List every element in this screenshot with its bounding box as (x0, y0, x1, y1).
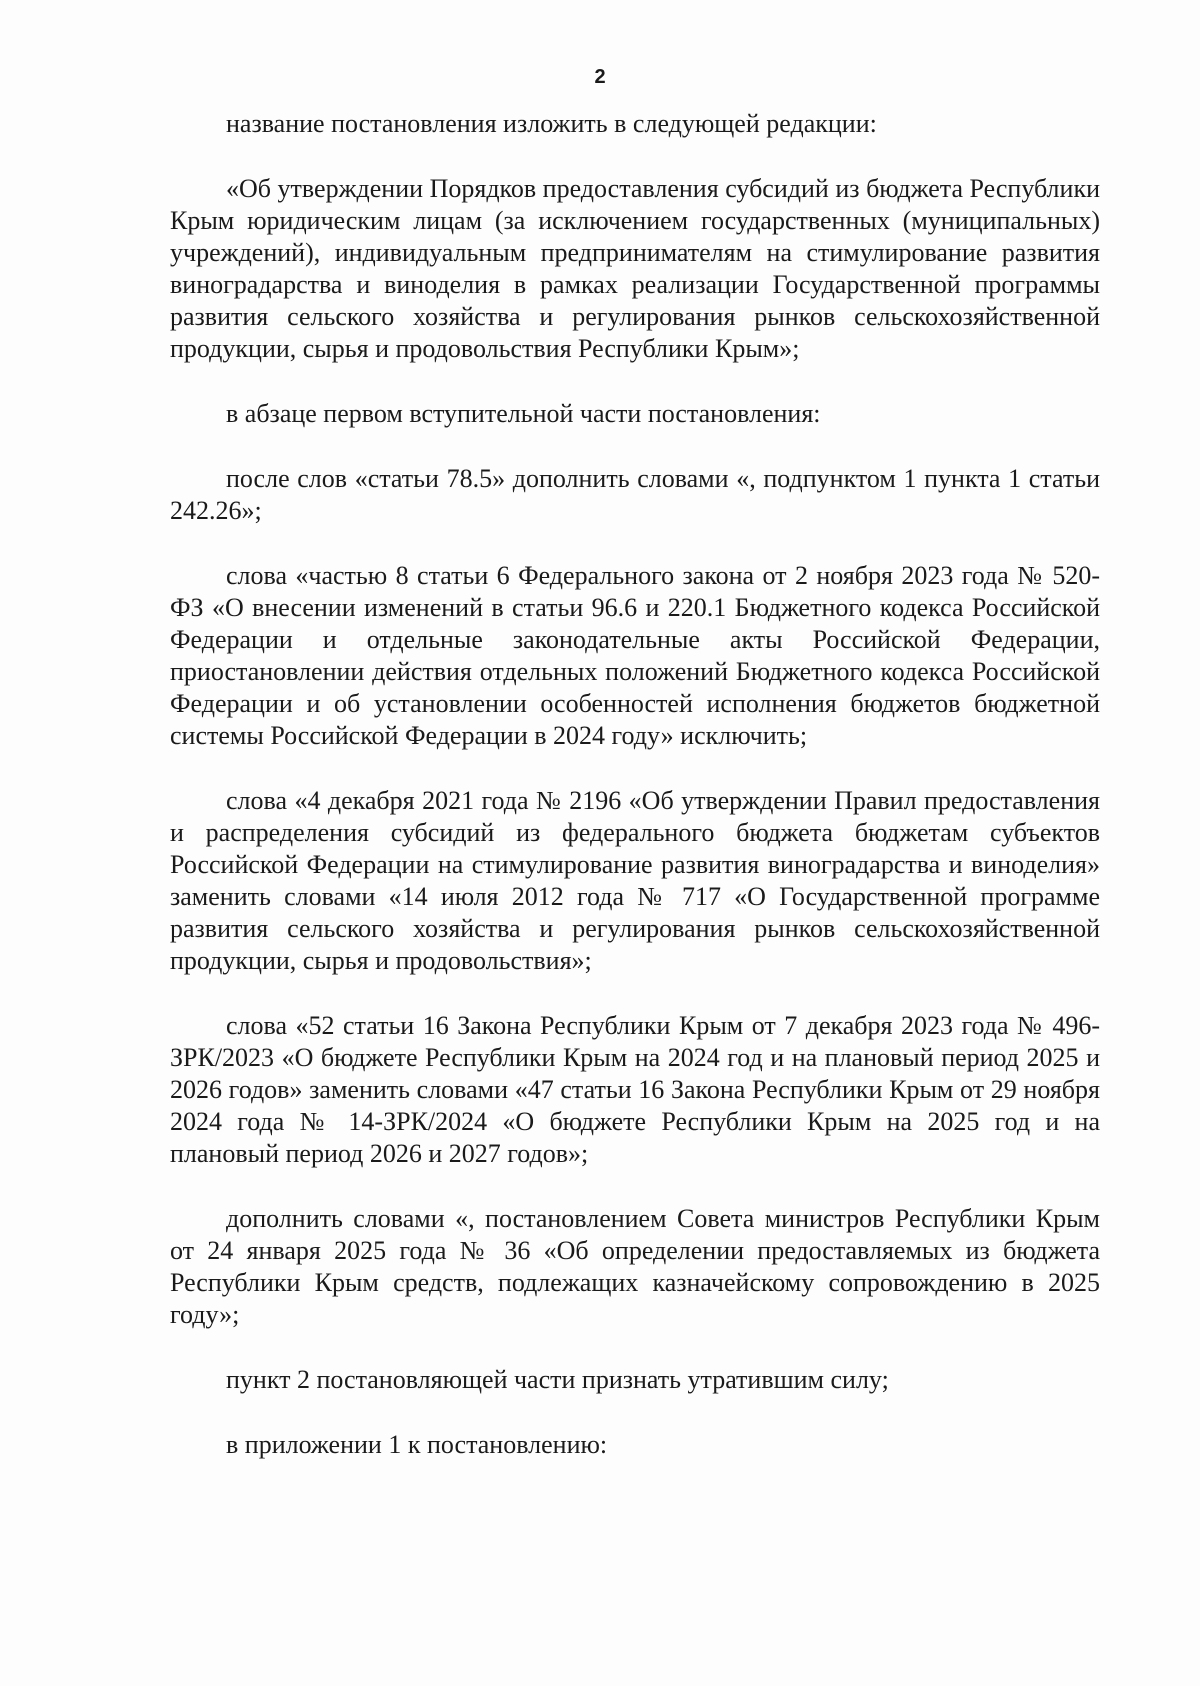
paragraph-crimea-law-496: слова «52 статьи 16 Закона Республики Крым от 7 декабря 2023 года № 496-ЗРК/2023 «О бюджете Республики Крым на 2024 год и на плановый период 2025 и 2026 годов» заменить словами «47 статьи 16 Закона Республики Крым от 29 ноября 2024 года № 14-ЗРК/2024 «О бюджете Республики Крым на 2025 год и на плановый период 2026 и 2027 годов»; (170, 1011, 1100, 1168)
paragraph-first-abstract: в абзаце первом вступительной части постановления: (226, 399, 821, 428)
paragraph-article-78-5: после слов «статьи 78.5» дополнить словами «, подпунктом 1 пункта 1 статьи 242.26»; (170, 464, 1100, 525)
paragraph-new-title: «Об утверждении Порядков предоставления субсидий из бюджета Республики Крым юридическим лицам (за исключением государственных (муниципальных) учреждений), индивидуальным предпринимателям на стимулирование развития виноградарства и виноделия в рамках реализации Государственной программы развития сельского хозяйства и регулирования рынков сельскохозяйственной продукции, сырья и продовольствия Республики Крым»; (170, 174, 1100, 363)
paragraph-appendix-1: в приложении 1 к постановлению: (226, 1430, 608, 1459)
paragraph-title-amendment: название постановления изложить в следующей редакции: (226, 109, 877, 138)
paragraph-item-2-repeal: пункт 2 постановляющей части признать утратившим силу; (226, 1365, 889, 1394)
page-number: 2 (594, 66, 606, 88)
paragraph-federal-law-520: слова «частью 8 статьи 6 Федерального закона от 2 ноября 2023 года № 520-ФЗ «О внесении изменений в статьи 96.6 и 220.1 Бюджетного кодекса Российской Федерации и отдельные законодательные акты Российской Федерации, приостановлении действия отдельных положений Бюджетного кодекса Российской Федерации и об установлении особенностей исполнения бюджетов бюджетной системы Российской Федерации в 2024 году» исключить; (170, 561, 1100, 750)
paragraph-decree-2196: слова «4 декабря 2021 года № 2196 «Об утверждении Правил предоставления и распределения субсидий из федерального бюджета бюджетам субъектов Российской Федерации на стимулирование развития виноградарства и виноделия» заменить словами «14 июля 2012 года № 717 «О Государственной программе развития сельского хозяйства и регулирования рынков сельскохозяйственной продукции, сырья и продовольствия»; (170, 786, 1100, 975)
document-body (170, 108, 1100, 1461)
paragraph-council-decree-36: дополнить словами «, постановлением Совета министров Республики Крым от 24 января 2025 года № 36 «Об определении предоставляемых из бюджета Республики Крым средств, подлежащих казначейскому сопровождению в 2025 году»; (170, 1204, 1100, 1329)
